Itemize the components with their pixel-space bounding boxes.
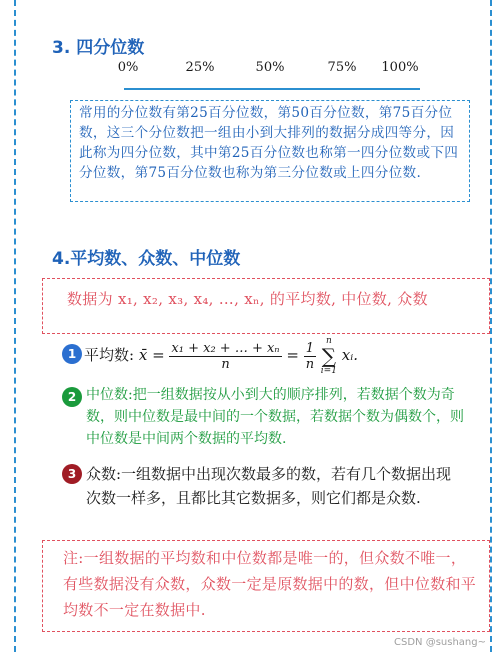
intro-text: 数据为 x₁, x₂, x₃, x₄, …, xₙ, 的平均数, 中位数, 众数 [67, 290, 428, 308]
quartile-note-box [70, 100, 470, 202]
note-text: 注:一组数据的平均数和中位数都是唯一的，但众数不唯一，有些数据没有众数，众数一定是原数据中的数，但中位数和平均数不一定在数据中. [63, 549, 477, 619]
mean-numerator: x₁ + x₂ + … + xₙ [171, 340, 280, 356]
frame-left-border [14, 0, 16, 652]
sigma-icon: ∑ [321, 344, 337, 368]
mean-label: 平均数: [84, 346, 135, 364]
number-line-label: 75% [327, 60, 357, 75]
mean-lhs: x̄ = [138, 346, 165, 364]
section3-title: 3. 四分位数 [52, 38, 145, 58]
watermark: CSDN @sushang~ [394, 637, 486, 648]
quartile-number-line [110, 60, 420, 100]
mean-coefficient [304, 341, 316, 372]
item-number-badge: 1 [62, 344, 82, 364]
mean-formula [84, 336, 358, 386]
quartile-note-text: 常用的分位数有第25百分位数，第50百分位数，第75百分位数，这三个分位数把一组由小到大排列的数据分成四等分，因此称为四分位数，其中第25百分位数也称第一四分位数或下四分位数，第75百分位数也称为第三分位数或上四分位数. [79, 105, 459, 181]
number-line-label: 50% [255, 60, 285, 75]
number-line-label: 100% [381, 60, 419, 75]
sum-symbol [321, 336, 337, 376]
item-number-badge: 3 [62, 464, 82, 484]
sum-upper: n [325, 336, 332, 346]
section4-title: 4.平均数、众数、中位数 [52, 249, 241, 269]
mean-denominator: n [221, 356, 230, 372]
number-line-label: 25% [185, 60, 215, 75]
coef-denominator: n [305, 356, 315, 372]
median-definition: 中位数:把一组数据按从小到大的顺序排列，若数据个数为奇数，则中位数是最中间的一个数据，若数据个数为偶数个，则中位数是中间两个数据的平均数. [86, 387, 464, 447]
mode-definition: 众数:一组数据中出现次数最多的数，若有几个数据出现次数一样多，且都比其它数据多，则它们都是众数. [86, 465, 452, 507]
number-line-label: 0% [117, 60, 139, 75]
coef-numerator: 1 [305, 340, 315, 356]
sum-lower: i=1 [320, 366, 337, 376]
mean-tail: xᵢ. [341, 346, 358, 364]
intro-box [42, 278, 490, 334]
note-box [42, 540, 490, 632]
mean-fraction [169, 341, 281, 372]
item-number-badge: 2 [62, 387, 82, 407]
mean-equals: = [286, 346, 299, 364]
frame-right-border [490, 0, 492, 652]
number-line-bar [124, 88, 420, 90]
